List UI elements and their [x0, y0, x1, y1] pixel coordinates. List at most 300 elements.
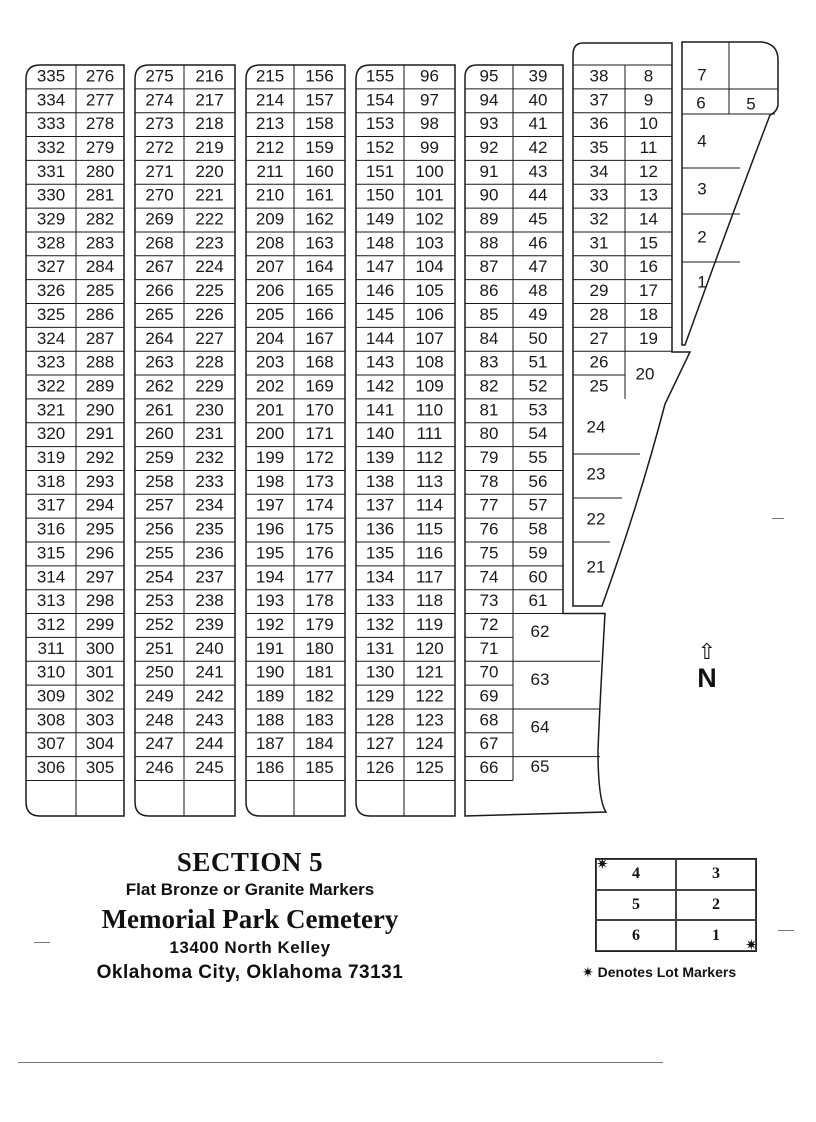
plot-number: 333 [36, 114, 66, 134]
plot-number: 272 [145, 137, 174, 157]
plot-number: 324 [36, 328, 66, 348]
plot-number: 254 [145, 567, 174, 587]
plot-number: 201 [255, 400, 285, 420]
plot-number: 106 [415, 304, 444, 324]
plot-number: 284 [85, 257, 115, 277]
map-title-block [30, 846, 470, 986]
plot-number: 37 [589, 90, 609, 110]
plot-number: 305 [85, 758, 115, 778]
plot-number: 93 [479, 114, 499, 134]
plot-number: 52 [528, 376, 548, 396]
plot-number: 133 [365, 591, 395, 611]
plot-number: 17 [639, 281, 658, 301]
plot-number: 85 [479, 304, 499, 324]
plot-number: 199 [255, 448, 285, 468]
plot-number: 117 [415, 567, 444, 587]
plot-number: 281 [85, 185, 115, 205]
plot-number: 82 [479, 376, 499, 396]
plot-number: 124 [415, 734, 444, 754]
plot-number: 297 [85, 567, 115, 587]
plot-number: 87 [479, 257, 499, 277]
plot-number: 190 [255, 662, 285, 682]
plot-number: 225 [195, 281, 224, 301]
plot-number: 278 [85, 114, 115, 134]
plot-number: 312 [36, 614, 66, 634]
plot-number: 237 [195, 567, 224, 587]
plot-number: 212 [255, 137, 285, 157]
plot-number: 302 [85, 686, 115, 706]
plot-number: 13 [639, 185, 658, 205]
plot-number: 3 [697, 179, 707, 199]
plot-number: 150 [365, 185, 395, 205]
plot-number: 211 [256, 161, 284, 181]
plot-number: 158 [305, 114, 334, 134]
plot-number: 34 [589, 161, 609, 181]
plot-number: 25 [589, 376, 609, 396]
plot-number: 33 [589, 185, 609, 205]
scan-mark [34, 942, 50, 943]
plot-number: 154 [365, 90, 395, 110]
footer-rule [18, 1062, 663, 1063]
north-label: N [697, 663, 717, 693]
plot-number: 131 [365, 638, 395, 658]
plot-number: 208 [255, 233, 285, 253]
plot-number: 334 [36, 90, 66, 110]
plot-number: 119 [415, 614, 444, 634]
plot-number: 99 [420, 137, 439, 157]
plot-number: 172 [305, 448, 334, 468]
plot-number: 55 [528, 448, 548, 468]
plot-number: 145 [365, 304, 395, 324]
plot-number: 263 [145, 352, 174, 372]
plot-number: 240 [195, 638, 224, 658]
plot-number: 148 [365, 233, 395, 253]
plot-number: 109 [415, 376, 444, 396]
plot-number: 275 [145, 66, 174, 86]
plot-number: 42 [528, 137, 548, 157]
plot-number: 80 [479, 424, 499, 444]
plot-number: 1 [697, 272, 707, 292]
plot-number: 156 [305, 66, 334, 86]
plot-number: 242 [195, 686, 224, 706]
plot-number: 224 [195, 257, 224, 277]
plot-number: 318 [36, 471, 66, 491]
plot-number: 195 [255, 543, 285, 563]
plot-number: 47 [528, 257, 548, 277]
plot-number: 98 [420, 114, 439, 134]
plot-number: 44 [528, 185, 548, 205]
plot-number: 61 [528, 591, 548, 611]
plot-number: 159 [305, 137, 334, 157]
plot-number: 166 [305, 304, 334, 324]
plot-number: 217 [195, 90, 224, 110]
north-indicator [690, 642, 724, 692]
plot-number: 167 [305, 328, 334, 348]
plot-number: 311 [37, 638, 65, 658]
plot-number: 92 [479, 137, 499, 157]
plot-number: 293 [85, 471, 115, 491]
plot-number: 255 [145, 543, 174, 563]
plot-number: 193 [255, 591, 285, 611]
plot-number: 219 [195, 137, 224, 157]
plot-number: 170 [305, 400, 334, 420]
plot-number: 213 [255, 114, 285, 134]
plot-number: 335 [36, 66, 66, 86]
plot-number: 62 [530, 622, 550, 642]
lot-marker-star-icon: ✷ [596, 855, 609, 873]
plot-number: 56 [528, 471, 548, 491]
plot-number: 168 [305, 352, 334, 372]
plot-number: 104 [415, 257, 444, 277]
plot-number: 320 [36, 424, 66, 444]
plot-number: 151 [365, 161, 395, 181]
plot-number: 128 [365, 710, 395, 730]
plot-number: 223 [195, 233, 224, 253]
plot-number: 125 [415, 758, 444, 778]
plot-number: 115 [415, 519, 444, 539]
plot-number: 330 [36, 185, 66, 205]
plot-number: 94 [479, 90, 499, 110]
plot-number: 90 [479, 185, 499, 205]
plot-number: 71 [479, 638, 499, 658]
plot-number: 207 [255, 257, 285, 277]
plot-number: 147 [365, 257, 395, 277]
plot-number: 15 [639, 233, 658, 253]
plot-number: 11 [639, 137, 658, 157]
plot-number: 181 [305, 662, 334, 682]
plot-number: 309 [36, 686, 66, 706]
plot-number: 241 [195, 662, 224, 682]
plot-number: 228 [195, 352, 224, 372]
plot-number: 332 [36, 137, 66, 157]
plot-number: 329 [36, 209, 66, 229]
plot-number: 57 [528, 495, 548, 515]
plot-number: 331 [36, 161, 66, 181]
plot-number: 222 [195, 209, 224, 229]
plot-number: 256 [145, 519, 174, 539]
plot-number: 267 [145, 257, 174, 277]
plot-number: 292 [85, 448, 115, 468]
plot-number: 142 [365, 376, 395, 396]
plot-number: 189 [255, 686, 285, 706]
plot-number: 260 [145, 424, 174, 444]
block-outlines [26, 42, 778, 816]
section-title: SECTION 5 [176, 847, 324, 877]
plot-number: 6 [696, 93, 706, 113]
plot-number: 315 [36, 543, 66, 563]
plot-number: 23 [586, 464, 606, 484]
plot-number: 76 [479, 519, 499, 539]
plot-number: 160 [305, 161, 334, 181]
plot-number: 97 [420, 90, 439, 110]
plot-number: 38 [589, 66, 609, 86]
plot-number: 177 [305, 567, 334, 587]
plot-number: 141 [365, 400, 395, 420]
plot-number: 266 [145, 281, 174, 301]
plot-number: 277 [85, 90, 115, 110]
plot-number: 96 [420, 66, 439, 86]
plot-number: 155 [365, 66, 395, 86]
plot-number: 270 [145, 185, 174, 205]
plot-number: 310 [36, 662, 66, 682]
plot-number: 54 [528, 424, 548, 444]
plot-number: 258 [145, 471, 174, 491]
plot-number: 161 [305, 185, 334, 205]
plot-number: 21 [586, 557, 606, 577]
plot-number: 202 [255, 376, 285, 396]
plot-number: 268 [145, 233, 174, 253]
plot-number: 74 [479, 567, 499, 587]
plot-number: 194 [255, 567, 285, 587]
plot-number: 127 [365, 734, 395, 754]
plot-number: 60 [528, 567, 548, 587]
lot-key-cell: 1 [676, 920, 756, 951]
plot-number: 216 [195, 66, 224, 86]
plot-number: 84 [479, 328, 499, 348]
plot-number: 27 [589, 328, 609, 348]
lot-key-cell: 3 [676, 859, 756, 890]
lot-marker-legend: ✷ Denotes Lot Markers [582, 964, 737, 980]
plot-number: 175 [305, 519, 334, 539]
plot-number: 232 [195, 448, 224, 468]
plot-number: 103 [415, 233, 444, 253]
plot-number: 135 [365, 543, 395, 563]
plot-number: 110 [415, 400, 444, 420]
plot-number: 78 [479, 471, 499, 491]
plot-number: 81 [479, 400, 499, 420]
plot-number: 63 [530, 669, 550, 689]
plot-number: 186 [255, 758, 285, 778]
plot-number: 68 [479, 710, 499, 730]
plot-number: 173 [305, 471, 334, 491]
plot-number: 102 [415, 209, 444, 229]
plot-number: 179 [305, 614, 334, 634]
plot-number: 234 [195, 495, 224, 515]
plot-number: 276 [85, 66, 115, 86]
plot-number: 274 [145, 90, 174, 110]
plot-number: 69 [479, 686, 499, 706]
plot-number: 191 [255, 638, 285, 658]
plot-number: 187 [255, 734, 285, 754]
scan-mark [772, 518, 784, 519]
plot-number: 66 [479, 758, 499, 778]
plot-number: 122 [415, 686, 444, 706]
plot-number: 182 [305, 686, 334, 706]
plot-number: 236 [195, 543, 224, 563]
plot-number: 313 [36, 591, 66, 611]
plot-number: 227 [195, 328, 224, 348]
plot-number: 196 [255, 519, 285, 539]
plot-number: 48 [528, 281, 548, 301]
plot-number: 231 [195, 424, 224, 444]
plot-number: 192 [255, 614, 285, 634]
plot-number: 152 [365, 137, 395, 157]
plot-number: 264 [145, 328, 174, 348]
city-state-zip: Oklahoma City, Oklahoma 73131 [96, 962, 404, 983]
plot-number: 185 [305, 758, 334, 778]
plot-number: 261 [145, 400, 174, 420]
plot-number: 200 [255, 424, 285, 444]
plot-number: 252 [145, 614, 174, 634]
plot-number: 301 [85, 662, 115, 682]
plot-number: 328 [36, 233, 66, 253]
plot-number: 121 [415, 662, 444, 682]
plot-number: 304 [85, 734, 115, 754]
plot-numbers [37, 65, 756, 777]
plot-number: 101 [415, 185, 444, 205]
plot-number: 16 [639, 257, 658, 277]
plot-number: 146 [365, 281, 395, 301]
plot-number: 279 [85, 137, 115, 157]
plot-number: 244 [195, 734, 224, 754]
plot-number: 250 [145, 662, 174, 682]
plot-number: 271 [145, 161, 174, 181]
plot-number: 59 [528, 543, 548, 563]
plot-number: 233 [195, 471, 224, 491]
plot-number: 287 [85, 328, 115, 348]
plot-number: 149 [365, 209, 395, 229]
plot-number: 286 [85, 304, 115, 324]
plot-number: 143 [365, 352, 395, 372]
plot-number: 321 [36, 400, 66, 420]
plot-number: 126 [365, 758, 395, 778]
plot-number: 265 [145, 304, 174, 324]
plot-number: 140 [365, 424, 395, 444]
plot-number: 153 [365, 114, 395, 134]
plot-number: 19 [639, 328, 658, 348]
plot-number: 238 [195, 591, 224, 611]
plot-number: 317 [36, 495, 66, 515]
plot-grid [26, 42, 778, 816]
plot-number: 24 [586, 417, 606, 437]
plot-number: 290 [85, 400, 115, 420]
plot-number: 49 [528, 304, 548, 324]
plot-number: 288 [85, 352, 115, 372]
plot-number: 230 [195, 400, 224, 420]
plot-number: 198 [255, 471, 285, 491]
plot-number: 299 [85, 614, 115, 634]
plot-number: 325 [36, 304, 66, 324]
plot-number: 218 [195, 114, 224, 134]
plot-number: 72 [479, 614, 499, 634]
plot-number: 171 [305, 424, 334, 444]
plot-number: 91 [479, 161, 499, 181]
plot-number: 134 [365, 567, 395, 587]
plot-number: 178 [305, 591, 334, 611]
plot-number: 113 [415, 471, 444, 491]
plot-number: 210 [255, 185, 285, 205]
plot-number: 4 [697, 131, 707, 151]
plot-number: 323 [36, 352, 66, 372]
plot-number: 139 [365, 448, 395, 468]
plot-number: 285 [85, 281, 115, 301]
plot-number: 64 [530, 717, 550, 737]
plot-number: 32 [589, 209, 609, 229]
plot-number: 183 [305, 710, 334, 730]
scan-mark [778, 930, 794, 931]
plot-number: 12 [639, 161, 658, 181]
plot-number: 262 [145, 376, 174, 396]
plot-number: 316 [36, 519, 66, 539]
plot-number: 226 [195, 304, 224, 324]
plot-number: 289 [85, 376, 115, 396]
plot-number: 73 [479, 591, 499, 611]
plot-number: 326 [36, 281, 66, 301]
plot-number: 7 [697, 65, 707, 85]
plot-number: 247 [145, 734, 174, 754]
plot-number: 174 [305, 495, 334, 515]
plot-number: 294 [85, 495, 115, 515]
plot-number: 100 [415, 161, 444, 181]
plot-number: 43 [528, 161, 548, 181]
plot-number: 184 [305, 734, 334, 754]
plot-number: 70 [479, 662, 499, 682]
plot-number: 58 [528, 519, 548, 539]
plot-number: 273 [145, 114, 174, 134]
plot-number: 206 [255, 281, 285, 301]
lot-key-diagram [595, 855, 757, 952]
plot-number: 75 [479, 543, 499, 563]
plot-number: 283 [85, 233, 115, 253]
street-address: 13400 North Kelley [169, 938, 331, 957]
plot-number: 89 [479, 209, 499, 229]
plot-number: 22 [586, 509, 606, 529]
plot-number: 319 [36, 448, 66, 468]
plot-number: 243 [195, 710, 224, 730]
plot-number: 251 [145, 638, 174, 658]
plot-number: 296 [85, 543, 115, 563]
plot-number: 188 [255, 710, 285, 730]
plot-number: 204 [255, 328, 285, 348]
plot-number: 114 [415, 495, 444, 515]
plot-number: 239 [195, 614, 224, 634]
plot-number: 118 [415, 591, 444, 611]
plot-number: 197 [255, 495, 285, 515]
plot-number: 164 [305, 257, 334, 277]
lot-marker-star-icon: ✷ [745, 936, 758, 954]
plot-number: 83 [479, 352, 499, 372]
plot-number: 180 [305, 638, 334, 658]
plot-number: 10 [639, 114, 658, 134]
plot-number: 31 [589, 233, 609, 253]
plot-number: 295 [85, 519, 115, 539]
plot-number: 35 [589, 137, 609, 157]
plot-number: 229 [195, 376, 224, 396]
plot-number: 86 [479, 281, 499, 301]
plot-number: 253 [145, 591, 174, 611]
plot-number: 107 [415, 328, 444, 348]
plot-number: 39 [528, 66, 548, 86]
lot-key-cell: 6 [596, 920, 676, 951]
plot-number: 65 [530, 757, 550, 777]
plot-number: 162 [305, 209, 334, 229]
plot-number: 29 [589, 281, 609, 301]
plot-number: 20 [635, 364, 655, 384]
plot-number: 259 [145, 448, 174, 468]
north-arrow-icon: ⇧ [697, 640, 717, 665]
plot-number: 308 [36, 710, 66, 730]
plot-number: 5 [746, 94, 756, 114]
plot-number: 67 [479, 734, 499, 754]
plot-number: 129 [365, 686, 395, 706]
plot-number: 45 [528, 209, 548, 229]
plot-number: 203 [255, 352, 285, 372]
plot-number: 306 [36, 758, 66, 778]
plot-number: 2 [697, 227, 707, 247]
plot-number: 41 [528, 114, 548, 134]
marker-type: Flat Bronze or Granite Markers [125, 880, 375, 899]
plot-number: 314 [36, 567, 66, 587]
